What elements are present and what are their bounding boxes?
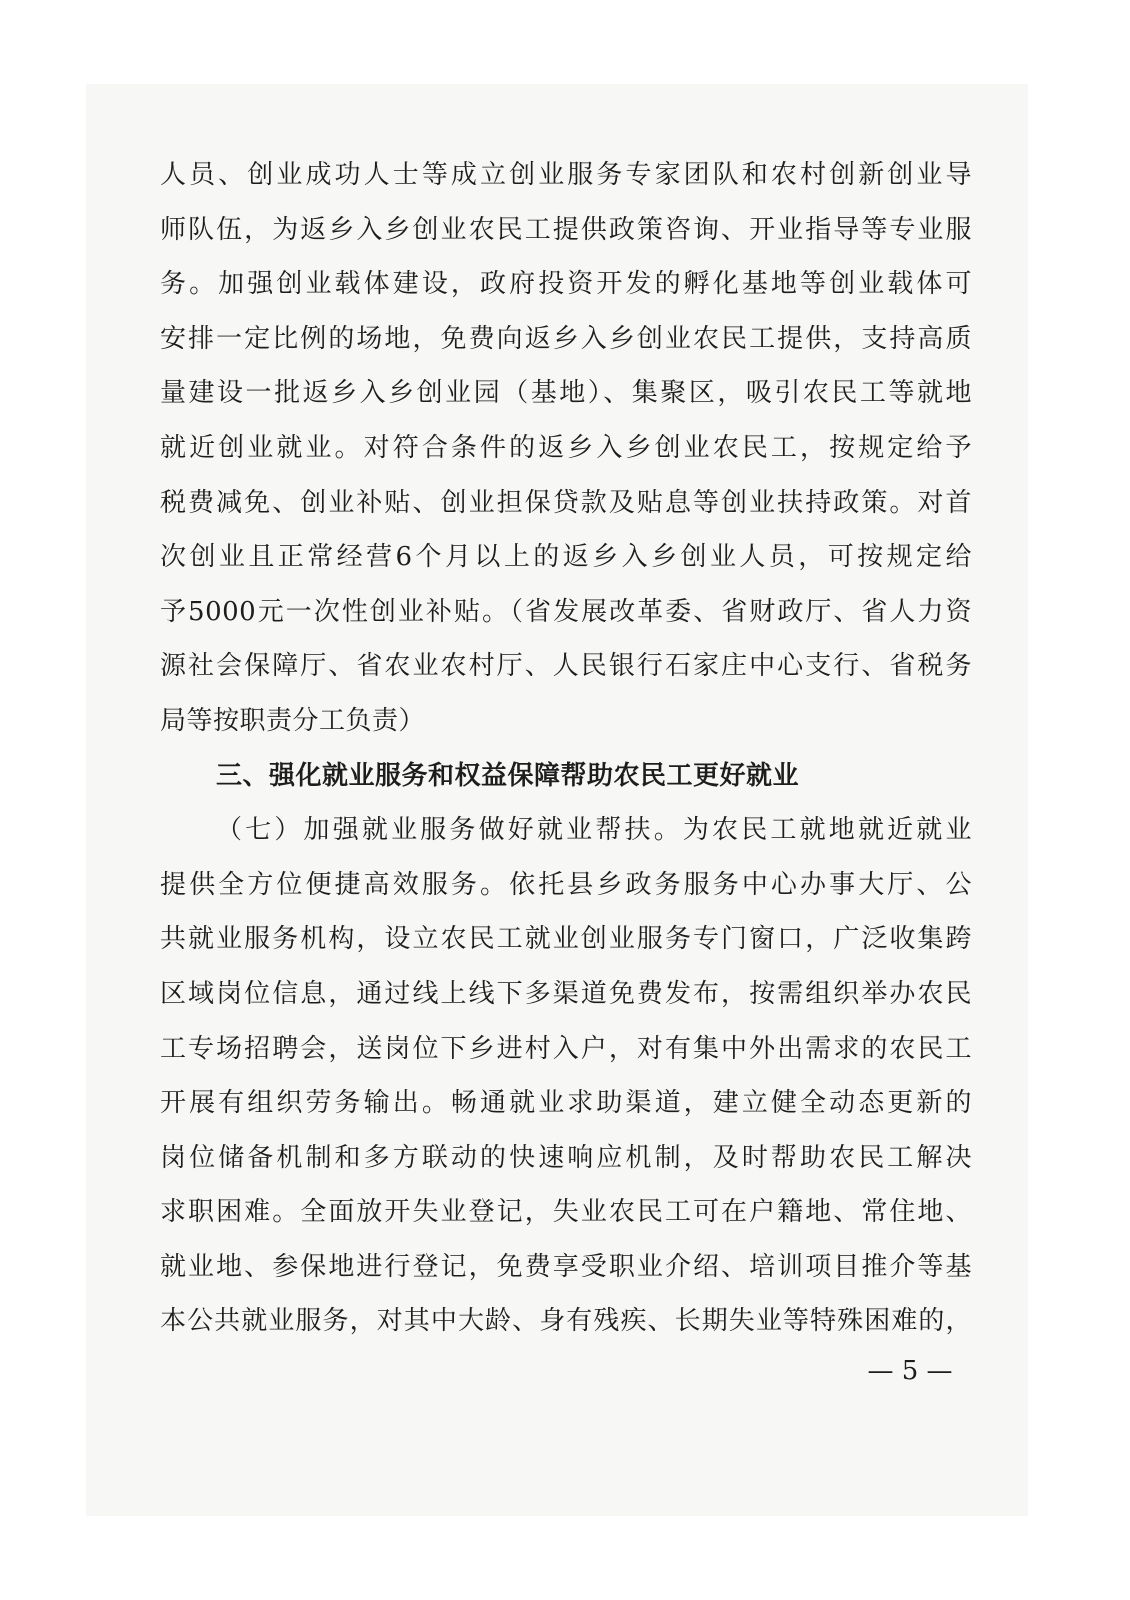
paragraph-line: 务。加强创业载体建设，政府投资开发的孵化基地等创业载体可 bbox=[160, 269, 972, 300]
section-paragraph-line: 岗位储备机制和多方联动的快速响应机制，及时帮助农民工解决 bbox=[160, 1142, 972, 1173]
paragraph-line: 税费减免、创业补贴、创业担保贷款及贴息等创业扶持政策。对首 bbox=[160, 487, 972, 518]
section-paragraph-line: 工专场招聘会，送岗位下乡进村入户，对有集中外出需求的农民工 bbox=[160, 1033, 972, 1064]
paragraph-line: 予5000元一次性创业补贴。（省发展改革委、省财政厅、省人力资 bbox=[160, 596, 972, 627]
paragraph-line: 就近创业就业。对符合条件的返乡入乡创业农民工，按规定给予 bbox=[160, 432, 972, 463]
section-paragraph-line: 求职困难。全面放开失业登记，失业农民工可在户籍地、常住地、 bbox=[160, 1197, 972, 1228]
section-paragraph-line: 提供全方位便捷高效服务。依托县乡政务服务中心办事大厅、公 bbox=[160, 869, 972, 900]
paragraph-line: 局等按职责分工负责） bbox=[160, 705, 426, 736]
paragraph-line: 人员、创业成功人士等成立创业服务专家团队和农村创新创业导 bbox=[160, 160, 972, 190]
paragraph-line: 量建设一批返乡入乡创业园（基地）、集聚区，吸引农民工等就地 bbox=[160, 378, 972, 409]
section-heading: 三、强化就业服务和权益保障帮助农民工更好就业 bbox=[216, 760, 800, 791]
section-paragraph-line: 开展有组织劳务输出。畅通就业求助渠道，建立健全动态更新的 bbox=[160, 1088, 972, 1119]
paragraph-line: 师队伍，为返乡入乡创业农民工提供政策咨询、开业指导等专业服 bbox=[160, 214, 972, 245]
paragraph-line: 安排一定比例的场地，免费向返乡入乡创业农民工提供，支持高质 bbox=[160, 323, 972, 354]
paragraph-line: 源社会保障厅、省农业农村厅、人民银行石家庄中心支行、省税务 bbox=[160, 651, 972, 682]
paragraph-line: 次创业且正常经营6个月以上的返乡入乡创业人员，可按规定给 bbox=[160, 542, 972, 573]
document-body bbox=[160, 148, 972, 1349]
section-paragraph-line: 就业地、参保地进行登记，免费享受职业介绍、培训项目推介等基 bbox=[160, 1251, 972, 1282]
page-number: — 5 — bbox=[867, 1356, 953, 1386]
section-paragraph-line: 本公共就业服务，对其中大龄、身有残疾、长期失业等特殊困难的， bbox=[160, 1306, 972, 1337]
section-paragraph-line: 区域岗位信息，通过线上线下多渠道免费发布，按需组织举办农民 bbox=[160, 978, 972, 1009]
section-paragraph-line: 共就业服务机构，设立农民工就业创业服务专门窗口，广泛收集跨 bbox=[160, 924, 972, 955]
section-paragraph-line: （七）加强就业服务做好就业帮扶。为农民工就地就近就业 bbox=[216, 815, 972, 846]
